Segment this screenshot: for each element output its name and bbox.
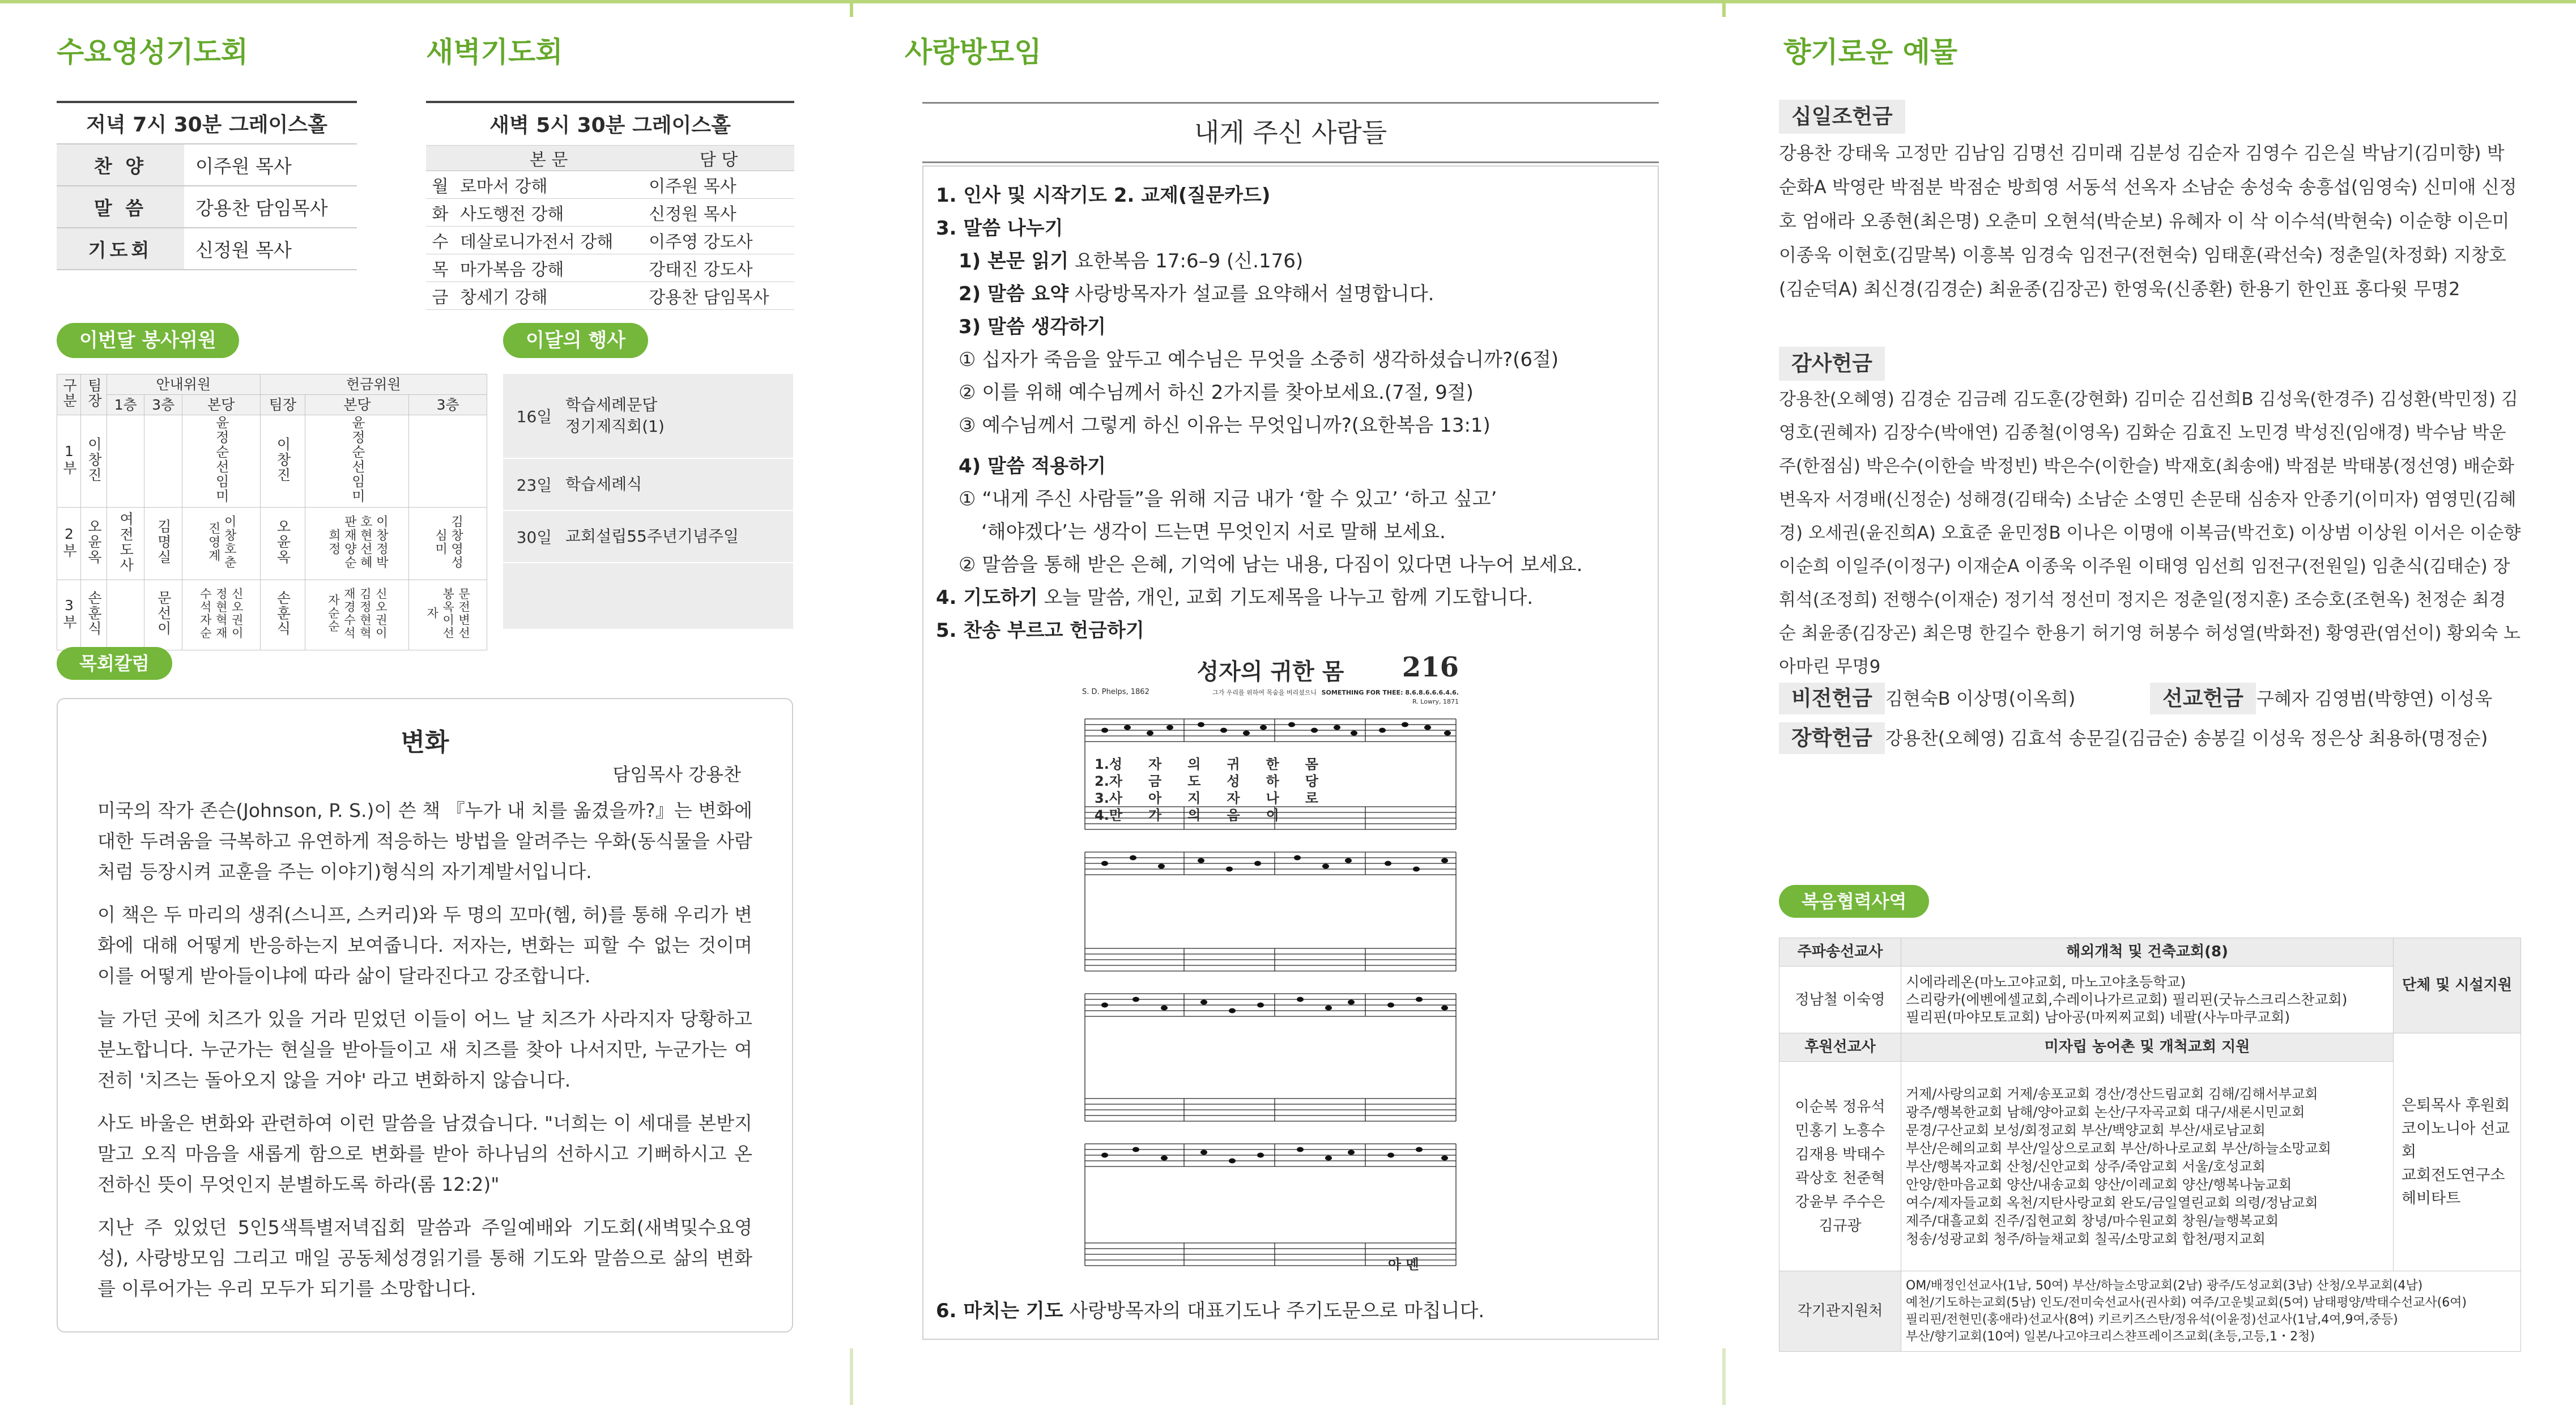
love-line-text: ② 이를 위해 예수님께서 하신 2가지를 찾아보세요.(7절, 9절) [959,381,1474,404]
love-line-text: 사랑방목자가 설교를 요약해서 설명합니다. [1068,283,1434,305]
column-author: 담임목사 강용찬 [612,764,741,785]
dawn-text: 창세기 강해 [454,282,643,309]
event-date: 23일 [516,476,552,495]
mission-cell: 시에라레온(마노고야교회, 마노고야초등학교) 스리랑카(에벤에셀교회,수레이나가르교회) 필리핀(굿뉴스크리스찬교회) 필리핀(마야모토교회) 남아공(마찌찌교회) 네팔(사누마쿠교회) [1901,967,2394,1033]
wed-key: 기도회 [57,228,184,270]
volunteers-pill: 이번달 봉사위원 [57,323,239,358]
vol-header: 안내위원 [107,374,261,395]
vol-header: 3층 [409,395,487,415]
vol-cell: 3부 [61,597,78,630]
vol-cell: 문전변선봉옥이선자 [425,587,471,640]
vol-cell: 손훈식 [86,590,103,636]
dawn-day: 화 [426,198,454,226]
love-line-bold: 6. 마치는 기도 [936,1300,1063,1322]
section-title-wed: 수요영성기도회 [57,36,249,69]
hymn-lyric-col [1148,756,1161,824]
hymn-syllable: 성 [1227,773,1240,789]
column-paragraph: 미국의 작가 존슨(Johnson, P. S.)이 쓴 책 『누가 내 치를 옮겼을까?』는 변화에 대한 두려움을 극복하고 유연하게 적응하는 방법을 알려주는 우화(동식물을 사람처럼 등장시켜 교훈을 주는 이야기)형식의 자기계발서입니다. [97,799,752,883]
vol-header: 팀장 [86,377,103,408]
fold-mark [1722,1348,1726,1405]
love-box [922,165,1659,1340]
love-line-bold: 4) 말씀 적용하기 [959,455,1106,478]
dawn-person: 이주원 목사 [643,171,794,198]
love-line-text: ③ 예수님께서 그렇게 하신 이유는 무엇입니까?(요한복음 13:1) [959,414,1491,437]
dawn-person: 이주영 강도사 [643,226,794,254]
dawn-person: 강태진 강도사 [643,254,794,282]
love-line-bold: 3. 말씀 나누기 [936,217,1063,240]
column-body [97,795,752,1317]
hymn-syllable: 도 [1187,773,1201,789]
hymn-arranger: R. Lowry, 1871 [1412,698,1459,705]
column-pill: 목회칼럼 [57,647,172,680]
section-title-offering: 향기로운 예물 [1783,36,1958,69]
hymn-syllable: 로 [1305,790,1318,806]
dawn-day: 수 [426,226,454,254]
hymn-subtitle: 그가 우리를 위하여 목숨을 버리셨으니 [1212,689,1317,696]
mission-pill: 복음협력사역 [1779,885,1929,918]
hymn-syllable: 당 [1305,773,1318,789]
hymn-composer: S. D. Phelps, 1862 [1082,688,1149,696]
mission-head: 미자립 농어촌 및 개척교회 지원 [1901,1033,2394,1062]
hymn-number: 216 [1402,652,1459,683]
vol-header: 헌금위원 [260,374,487,395]
column-paragraph: 지난 주 있었던 5인5색특별저녁집회 말씀과 주일예배와 기도회(새벽및수요영성), 사랑방모임 그리고 매일 공동체성경읽기를 통해 기도와 말씀으로 삶의 변화를 이루어가는 우리 모두가 되기를 소망합니다. [97,1216,752,1300]
love-line-text: 오늘 말씀, 개인, 교회 기도제목을 나누고 함께 기도합니다. [1037,586,1534,609]
events-pill: 이달의 행사 [503,323,648,358]
hymn-lyric-col [1187,756,1200,824]
scholar-names: 강용찬(오혜영) 김효석 송문길(김금순) 송봉길 이성욱 정은상 최용하(명정순) [1885,727,2488,749]
love-line-bold: 1. 인사 및 시작기도 2. 교제(질문카드) [936,184,1271,207]
mission-cell: 은퇴목사 후원회 코이노니아 선교회 교회전도연구소 헤비타트 [2394,1033,2521,1271]
love-line-bold: 1) 본문 읽기 [959,250,1069,273]
love-line-bold: 3) 말씀 생각하기 [959,316,1106,338]
fold-mark [850,1348,853,1405]
mission-heading: 선교헌금 [2150,683,2256,714]
hymn-lyric-col [1305,756,1318,824]
wed-value: 강용찬 담임목사 [184,186,357,228]
hymn-syllable: 한 [1266,756,1279,772]
dawn-head: 담 당 [643,145,794,171]
hymn-syllable: 2.자 [1095,773,1123,789]
thanks-names: 강용찬(오혜영) 김경순 김금례 김도훈(강현화) 김미순 김선희B 김성욱(한경주) 김성환(박민정) 김영호(권혜자) 김장수(박애연) 김종철(이영옥) 김화순 김효진 노민경 박성진(임애경) 박수남 박운주(한점심) 박은수(이한슬 박정빈) 박은수(이한슬) 박재호(최송애) 박점분 박태봉(정선영) 배순화 변옥자 서경배(신정순) 성해경(김태숙) 소남순 소영민 손문태 심송자 안종기(이미자) 염영민(김혜경) 오세권(윤진희A) 오효준 윤민정B 이나은 이명애 이복금(박건호) 이상범 이상원 이서은 이순향 이순희 이일주(이정구) 이재순A 이종욱 이주원 이태영 임선희 임전구(전원일) 임춘식(김태순) 장휘석(조정희) 전행수(이재순) 정기석 정선미 정지은 정춘일(정지훈) 조승호(조현옥) 천정순 최경순 최윤종(김장곤) 최은명 한길수 한용기 허기영 허봉수 허성열(박화전) 황영관(염선이) 황외숙 노아마린 무명9 [1779,389,2521,677]
love-line-text: 요한복음 17:6–9 (신.176) [1068,250,1304,273]
dawn-text: 마가복음 강해 [454,254,643,282]
love-line-text: ② 말씀을 통해 받은 은혜, 기억에 남는 내용, 다짐이 있다면 나누어 보세요. [959,554,1583,576]
event-text: 교회설립55주년기념주일 [565,527,739,546]
hymn-syllable: 금 [1148,773,1162,789]
mission-head: 후원선교사 [1779,1033,1901,1062]
vol-cell: 김창영성심미 [433,514,463,569]
hymn-syllable: 이 [1266,807,1279,823]
mission-head: 주파송선교사 [1779,938,1901,967]
hymn-syllable: 3.사 [1095,790,1123,806]
hymn-syllable: 귀 [1227,756,1240,772]
mission-cell: OM/배정인선교사(1남, 50여) 부산/하늘소망교회(2남) 광주/도성교회(3남) 산청/오부교회(4남) 예천/기도하는교회(5남) 인도/전미숙선교사(권사회) 여주/고운빛교회(5여) 남태평양/박태수선교사(6여) 필리핀/전현민(홍애라)선교사(8여) 키르키즈스탄/정유석(이윤정)선교사(1남,4여,9여,중등) 부산/향기교회(10여) 일본/나고야크리스챤프레이즈교회(초등,고등,1・2청) [1901,1271,2521,1352]
mission-table [1779,938,2521,1352]
wed-table [57,101,357,270]
tithe-heading: 십일조헌금 [1779,100,1905,134]
mission-head: 각기관지원처 [1779,1271,1901,1352]
mission-cell: 정남철 이숙영 [1779,967,1901,1033]
love-line-bold: 4. 기도하기 [936,586,1038,609]
wed-value: 신정원 목사 [184,228,357,270]
vol-cell: 김명실 [155,519,172,565]
vol-header: 팀장 [260,395,305,415]
vol-header: 1층 [107,395,144,415]
hymn-lyric-col [1227,756,1240,824]
column-paragraph: 늘 가던 곳에 치즈가 있을 거라 믿었던 이들이 어느 날 치즈가 사라지자 당황하고 분노합니다. 누군가는 현실을 받아들이고 새 치즈를 찾아 나서지만, 누군가는 여전히 '치즈는 돌아오지 않을 거야' 라고 변화하지 않습니다. [97,1008,752,1091]
hymn-lyric-col [1266,756,1279,824]
vision-heading: 비전헌금 [1779,683,1885,714]
vol-cell: 이창진 [86,436,103,483]
dawn-day: 월 [426,171,454,198]
vol-header: 본당 [182,395,260,415]
vision-names: 김현숙B 이상명(이옥희) [1885,688,2076,709]
event-date: 16일 [516,407,552,426]
hymn-amen: 아 멘 [1388,1257,1419,1272]
wed-key: 말 씀 [57,186,184,228]
hymn-syllable: 나 [1266,790,1279,806]
dawn-text: 로마서 강해 [454,171,643,198]
hymn-tune: SOMETHING FOR THEE: 8.6.8.6.6.6.4.6. [1321,689,1459,696]
dawn-person: 강용찬 담임목사 [643,282,794,309]
vol-cell: 신오권이정현혁재수석자순 [198,587,244,640]
hymn-syllable: 의 [1187,807,1201,823]
vol-header: 본당 [305,395,409,415]
event-text: 학습세례문답 정기제직회(1) [565,395,665,436]
mission-names: 구혜자 김영범(박향연) 이성욱 [2256,688,2493,709]
vol-header: 3층 [144,395,182,415]
dawn-person: 신정원 목사 [643,198,794,226]
hymn-title: 성자의 귀한 몸 [1197,658,1344,685]
love-order [936,179,1646,647]
vol-cell: 손훈식 [274,590,291,636]
love-line-text: ① “내게 주신 사람들”을 위해 지금 내가 ‘할 수 있고’ ‘하고 싶고’ [959,488,1497,510]
vol-cell: 1부 [61,443,78,476]
top-rule [0,0,2576,3]
dawn-text: 데살로니가전서 강해 [454,226,643,254]
hymn-syllable: 음 [1227,807,1240,823]
mission-cell: 이순복 정유석 민홍기 노흥수 김재용 박태수 곽상호 천준혁 강윤부 주수은 김규광 [1779,1062,1901,1271]
vol-cell: 이창호춘진영계 [206,514,237,569]
hymn-syllable: 지 [1187,790,1201,806]
hymn-syllable: 자 [1227,790,1240,806]
vol-cell: 신오권이김정현혁재경수석자순순 [326,587,388,640]
hymn-lyrics [1095,756,1318,824]
dawn-title: 새벽 5시 30분 그레이스홀 [426,102,794,145]
hymn-syllable: 몸 [1305,756,1318,772]
volunteers-table [57,374,487,650]
vol-cell: 이창진 [274,436,291,483]
hymn-syllable: 하 [1266,773,1279,789]
vol-cell: 문선이 [155,590,172,636]
thanks-heading: 감사헌금 [1779,347,1885,381]
section-title-love: 사랑방모임 [905,36,1042,69]
love-closing [936,1295,1484,1327]
love-line-text: ‘해야겠다’는 생각이 드는면 무엇인지 서로 말해 보세요. [981,521,1446,543]
mission-head: 해외개척 및 건축교회(8) [1901,938,2394,967]
column-title: 변화 [401,728,449,757]
vol-cell: 윤정순선임미 [349,415,365,504]
tithe-names: 강용찬 강태욱 고정만 김남임 김명선 김미래 김분성 김순자 김영수 김은실 박남기(김미향) 박순화A 박영란 박점분 박점순 방희영 서동석 선옥자 소남순 송성숙 송흥섭(임영숙) 신미애 신정호 엄애라 오종현(최은명) 오춘미 오현석(박순보) 유혜자 이 삭 이수석(박현숙) 이순향 이은미 이종욱 이현호(김말복) 이흥복 임경숙 임전구(전현숙) 임태훈(곽선숙) 정춘일(차정화) 지창호(김순덕A) 최신경(김경순) 최윤종(김장곤) 한영욱(신종환) 한용기 한인표 홍다윗 무명2 [1779,142,2517,300]
vol-cell: 윤정순선임미 [213,415,229,504]
column-paragraph: 사도 바울은 변화와 관련하여 이런 말씀을 남겼습니다. "너희는 이 세대를 본받지 말고 오직 마음을 새롭게 함으로 변화를 받아 하나님의 선하시고 기뻐하시고 온전하신 뜻이 무엇인지 분별하도록 하라(롬 12:2)" [97,1112,752,1195]
vol-cell: 이창정박호현선혜판재양순희정 [326,514,389,569]
vol-cell: 오윤옥 [274,519,291,565]
dawn-head: 본 문 [454,145,643,171]
column-paragraph: 이 책은 두 마리의 생쥐(스니프, 스커리)와 두 명의 꼬마(헴, 허)를 통해 우리가 변화에 대해 어떻게 반응하는지 보여줍니다. 저자는, 변화는 피할 수 없는 것이며 이를 어떻게 받아들이냐에 따라 삶이 달라진다고 강조합니다. [97,904,752,987]
dawn-day: 금 [426,282,454,309]
vol-cell: 오윤옥 [86,519,103,565]
column-box [57,698,793,1332]
vol-header: 구분 [61,377,78,408]
love-line-bold: 2) 말씀 요약 [959,283,1069,305]
vol-cell: 2부 [61,525,78,559]
hymn-syllable: 의 [1187,756,1201,772]
mission-cell: 거제/사랑의교회 거제/송포교회 경산/경산드림교회 김해/김해서부교회 광주/행복한교회 남해/양아교회 논산/구자곡교회 대구/새론시민교회 문경/구산교회 보성/회정교회 부산/백양교회 부산/새로남교회 부산/은혜의교회 부산/일상으로교회 부산/하나로교회 부산/하늘소망교회 부산/행복자교회 산청/신안교회 상주/죽암교회 서울/호성교회 안양/한마음교회 양산/내송교회 양산/이레교회 양산/행복나눔교회 여수/제자들교회 옥천/지탄사랑교회 완도/금일열린교회 의령/정남교회 제주/대흘교회 진주/집현교회 창녕/마수원교회 창원/늘행복교회 청송/성광교회 청주/하늘채교회 칠곡/소망교회 합천/평지교회 [1901,1062,2394,1271]
dawn-text: 사도행전 강해 [454,198,643,226]
event-text: 학습세례식 [565,475,642,493]
love-line-text: ① 십자가 죽음을 앞두고 예수님은 무엇을 소중히 생각하셨습니까?(6절) [959,348,1559,371]
love-line-text: 사랑방목자의 대표기도나 주기도문으로 마칩니다. [1063,1300,1485,1322]
wed-value: 이주원 목사 [184,144,357,186]
hymn-syllable: 자 [1148,756,1162,772]
vol-cell: 여전도사 [117,511,134,573]
scholar-heading: 장학헌금 [1779,722,1885,754]
love-title: 내게 주신 사람들 [922,102,1659,163]
wed-key: 찬 양 [57,144,184,186]
hymn-syllable: 1.성 [1095,756,1123,772]
section-title-dawn: 새벽기도회 [426,36,563,69]
hymn-syllable: 4.만 [1095,807,1123,823]
dawn-table [426,101,794,310]
dawn-day: 목 [426,254,454,282]
hymn-syllable: 아 [1148,790,1162,806]
hymn-sheet [1082,654,1459,1274]
event-date: 30일 [516,528,552,547]
mission-head: 단체 및 시설지원 [2394,938,2521,1033]
hymn-lyric-col [1095,756,1122,824]
love-line-bold: 5. 찬송 부르고 헌금하기 [936,619,1144,642]
wed-title: 저녁 7시 30분 그레이스홀 [57,102,357,144]
hymn-syllable: 가 [1148,807,1162,823]
events-box [503,374,793,629]
